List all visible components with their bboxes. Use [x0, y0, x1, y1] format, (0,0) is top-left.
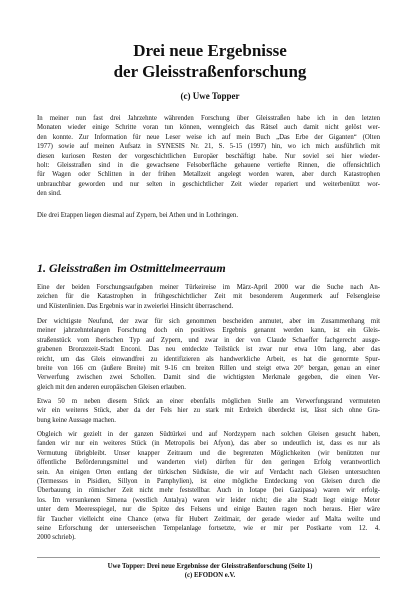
text-line: unbrauchbar geworden und nur selten in geschichtlicher Zeit wieder repariert und weiterbenützt wor- [37, 180, 380, 188]
text-line: Überbauung in römischer Zeit nicht mehr feststellbar. Auch in Iotape (bei Gazipasa) waren wir erfolg- [37, 487, 380, 495]
text-line: öffentliche Beförderungsmittel und wanderten viel) dürften für den geringen Erfolg verantwortlich [37, 459, 380, 467]
text-line: zeichen für die Katastrophen in frühgeschichtlicher Zeit mit besonderem Augenmerk auf Felsengleise [37, 293, 380, 301]
title-line-1: Drei neue Ergebnisse [133, 41, 287, 60]
text-line: wir ein weiteres Stück, aber da der Fels hier zu stark mit Erdreich überdeckt ist, lässt sich ohne Gra- [37, 407, 380, 415]
text-line: Obgleich wir gezielt in der ganzen Südtürkei und auf Nordzypern nach solchen Gleisen gesucht haben, [37, 431, 380, 438]
text-line: diesen kuriosen Resten der vorgeschichtlichen Europäer beschäftigt habe. Nur soviel sei hier wieder- [37, 152, 380, 160]
title-line-2: der Gleisstraßenforschung [113, 62, 307, 81]
text-line: In meiner nun fast drei Jahrzehnte währenden Forschung über Gleisstraßen habe ich in den letzten [37, 115, 380, 122]
text-line: holt: Gleisstraßen sind in die gewachsene Felsoberfläche gehauene vertiefte Rinnen, die offensichtlich [37, 162, 380, 170]
text-line: sein. An einigen Orten entlang der türkischen Südküste, die wir auf Verdacht nach Gleisen untersuchten [37, 468, 380, 476]
text-line: Verwerfung zwischen zwei Schollen. Damit sind die wichtigsten Merkmale gegeben, die einen Ver- [37, 374, 380, 382]
text-line: den konnte. Zur Information für neue Leser weise ich auf mein Buch „Das Erbe der Giganten“ (Olten [37, 133, 380, 141]
author-line: (c) Uwe Topper [180, 91, 240, 101]
footer-citation: Uwe Topper: Drei neue Ergebnisse der Gleisstraßenforschung (Seite 1) [107, 563, 313, 570]
paragraph-3 [37, 397, 380, 425]
text-line: unter dem Meeresspiegel, nur die Spitze des Felsens und einige Bauten ragen noch heraus. Hier wäre [37, 506, 380, 514]
text-line: Etwa 50 m neben diesem Stück an einer ebenfalls möglichen Stelle am Verwerfungsrand vermuteten [37, 398, 380, 405]
text-line: grabenen Bronzezeit-Stadt Enconi. Das neu entdeckte Teilstück ist zwar nur etwa 10m lang, aber das [37, 346, 380, 354]
text-line: bung keine Aussage machen. [37, 416, 116, 424]
text-line: und Küstenlinien. Das Ergebnis war in zweierlei Hinsicht überraschend. [37, 302, 234, 310]
etappen-paragraph [37, 211, 380, 220]
text-line: fanden wir nur ein weiteres Stück (in Metropolis bei Afyon), das aber so undeutlich ist, dass es nur als [37, 440, 380, 448]
footer-divider [37, 557, 380, 558]
text-line: für Wagen oder Schlitten in der frühen Metallzeit angelegt worden waren, aber durch Katastrophen [37, 171, 380, 179]
text-line: 2000 schrieb). [37, 534, 76, 542]
text-line: den sind. [37, 190, 62, 198]
text-line: reicht, um das Gleis einwandfrei zu identifizieren als handwerkliche Arbeit, es hat die genormte Spur- [37, 355, 380, 363]
text-line: Eine der beiden Forschungsaufgaben meiner Türkeireise im März-April 2000 war die Suche nach An- [37, 284, 380, 291]
text-line: straßenstück vom iberischen Typ auf Zypern, und zwar in der von Claude Schaeffer fachgerecht ausge- [37, 336, 380, 344]
section-heading: 1. Gleisstraßen im Ostmittelmeerraum [37, 261, 226, 275]
page-title [0, 40, 420, 82]
text-line: breite von 166 cm (äußere Breite) mit 9-16 cm breiten Rillen und steigt etwa 20° bergan, genau an einer [37, 365, 380, 373]
text-line: 1977) sowie auf meinen Aufsatz in SYNESIS Nr. 21, S. 5-15 (1997) hin, wo ich mich ausführlich mit [37, 143, 380, 151]
text-line: gleich mit den anderen europäischen Gleisen erlauben. [37, 383, 186, 391]
text-line: (Termessos in Pisidien, Sillyon in Pamphylien), ist eine mögliche Entdeckung von Gleisen durch die [37, 478, 380, 486]
text-line: meiner jahrzehntelangen Forschung doch ein positives Ergebnis genannt werden kann, ist ein Gleis- [37, 327, 380, 335]
intro-paragraph [37, 114, 380, 199]
text-line: für Taucher vielleicht eine Chance (etwa für Hubert Zeitlmair, der gerade wieder auf Malta weilte und [37, 515, 380, 523]
text-line: seine Erforschung der unterseeischen Tempelanlage fortsetzte, wie er mir per Postkarte vom 12. 4. [37, 525, 380, 533]
text-line: Monaten wieder einige Schritte voran tun können, wenngleich das Rätsel auch damit nicht gelöst wer- [37, 124, 380, 132]
paragraph-4 [37, 430, 380, 543]
text-line: Der wichtigste Neufund, der zwar für sich genommen bescheiden anmutet, aber im Zusammenhang mit [37, 318, 380, 325]
text-line: los. Im versunkenen Simena (westlich Antalya) waren wir leider nicht; die alte Stadt liegt einige Meter [37, 496, 380, 504]
text-line: Vermutung übrigbleibt. Unser knapper Zeitraum und die begrenzten Möglichkeiten (wir benützten nur [37, 449, 380, 457]
paragraph-2 [37, 317, 380, 392]
paragraph-1 [37, 283, 380, 311]
footer-copyright: (c) EFODON e.V. [184, 572, 236, 579]
page-footer [0, 562, 420, 580]
text-line: Die drei Etappen liegen diesmal auf Zypern, bei Athen und in Lothringen. [37, 212, 239, 219]
